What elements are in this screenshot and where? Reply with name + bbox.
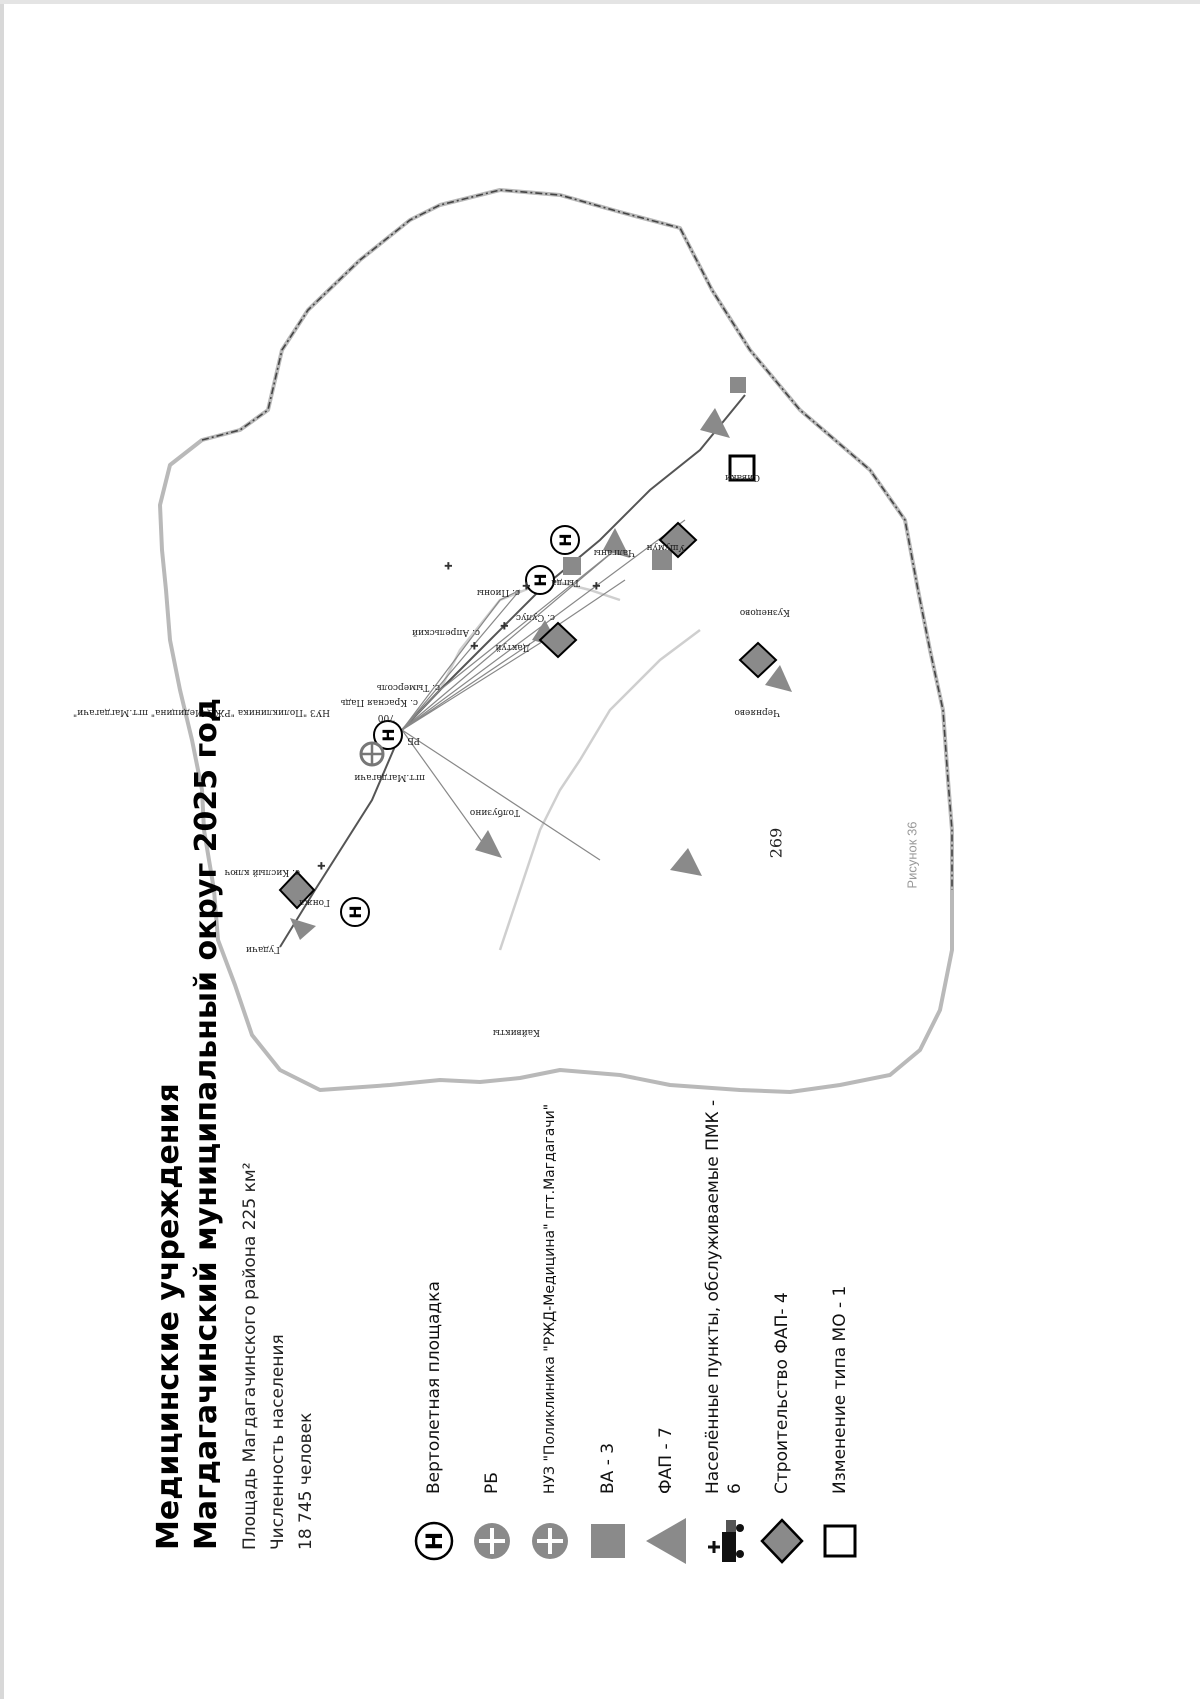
- page-number: 269: [766, 827, 786, 859]
- legend-item: [642, 1090, 690, 1570]
- legend-label: Вертолетная площадка: [424, 1281, 444, 1494]
- legend-item: [816, 1090, 864, 1570]
- place-label: с. Тымерсоль: [376, 682, 440, 692]
- inner-river-2: [500, 630, 700, 950]
- mobile-complex-icon: ✚: [317, 861, 328, 870]
- mobile-complex-icon: ✚: [500, 621, 511, 630]
- legend-item: [526, 1090, 574, 1570]
- place-label: НУЗ "Поликлиника "РЖД-Медицина" пгт.Магдагачи": [73, 707, 330, 717]
- place-label: Кайвикты: [492, 1027, 540, 1037]
- district-hospital-icon: [468, 1512, 516, 1570]
- feldsher-post-icon: [765, 665, 792, 692]
- mobile-complex-icon: ✚: [470, 641, 481, 650]
- population-value: 18 745 человек: [296, 1412, 316, 1550]
- railway-clinic-icon: [526, 1512, 574, 1570]
- feldsher-post-icon: [670, 848, 702, 876]
- legend-label: НУЗ "Поликлиника "РЖД-Медицина" пгт.Магдагачи": [542, 1103, 558, 1494]
- place-label: Сиваки: [725, 472, 760, 482]
- helipad-icon: [410, 1512, 458, 1570]
- legend-label: РБ: [482, 1472, 502, 1494]
- feldsher-post-icon: [475, 830, 502, 858]
- svg-text:H: H: [556, 533, 575, 547]
- mobile-complex-icon: [700, 1512, 748, 1570]
- feldsher-post-icon: [642, 1512, 690, 1570]
- district-hospital-icon: [361, 743, 383, 765]
- type-change-square-icon: [816, 1512, 864, 1570]
- scan-edge-top: [0, 0, 1200, 4]
- place-label: 700: [377, 712, 395, 722]
- construction-diamond-icon: [740, 643, 776, 677]
- svg-text:H: H: [423, 1531, 448, 1551]
- place-label: с. Красная Падь: [340, 697, 418, 707]
- map-slide: [73, 160, 1080, 1590]
- place-label: Ушумун: [646, 542, 685, 552]
- place-label: Черняево: [734, 707, 780, 717]
- legend: [410, 1090, 874, 1570]
- scan-edge-left: [0, 0, 4, 1699]
- legend-label: ФАП - 7: [656, 1427, 676, 1494]
- place-label: Гонжа: [298, 897, 330, 907]
- mobile-complex-icon: ✚: [592, 581, 603, 590]
- population-label: Численность населения: [268, 1334, 288, 1550]
- svg-text:H: H: [346, 905, 365, 919]
- place-label: с. Сулус: [516, 612, 555, 622]
- mobile-complex-icon: ✚: [522, 581, 533, 590]
- legend-label: ВА - 3: [598, 1442, 618, 1494]
- place-label: с. Пионы: [476, 587, 520, 597]
- place-label: Чалганы: [593, 547, 635, 557]
- outpatient-clinic-icon: [563, 557, 581, 575]
- legend-item: [758, 1090, 806, 1570]
- outpatient-clinic-icon: [584, 1512, 632, 1570]
- helipad-icon: [341, 898, 369, 926]
- place-label: пгт.Магдагачи: [354, 772, 425, 782]
- legend-item: [584, 1090, 632, 1570]
- place-label: РБ: [407, 735, 420, 745]
- outpatient-clinic-icon: [730, 377, 746, 393]
- legend-label: Изменение типа МО - 1: [830, 1285, 850, 1494]
- district-area: Площадь Магдагачинского района 225 км²: [240, 1162, 260, 1550]
- helipad-icon: [551, 526, 579, 554]
- figure-caption: Рисунок 36: [904, 821, 920, 889]
- feldsher-post-icon: [700, 408, 730, 438]
- place-label: Кузнецово: [739, 607, 790, 617]
- page-subtitle: Магдагачинский муниципальный округ 2025 год: [189, 697, 224, 1550]
- svg-text:H: H: [379, 728, 398, 742]
- place-label: Толбузино: [469, 807, 520, 817]
- legend-label: Строительство ФАП- 4: [772, 1292, 792, 1494]
- mobile-complex-icon: ✚: [444, 561, 455, 570]
- legend-item: [700, 1090, 748, 1570]
- place-label: с. Кислый ключ: [224, 867, 300, 877]
- outpatient-clinic-icon: [652, 550, 672, 570]
- page-title: Медицинские учреждения: [151, 1083, 186, 1550]
- title-block: [150, 650, 320, 1550]
- legend-item: [468, 1090, 516, 1570]
- place-label: Тыгда: [551, 577, 580, 587]
- place-label: Гудачи: [245, 944, 280, 954]
- place-label: с. Апрельский: [412, 627, 480, 637]
- construction-diamond-icon: [758, 1512, 806, 1570]
- place-label: Дактуй: [495, 642, 530, 652]
- district-info: [236, 650, 320, 1550]
- svg-text:H: H: [531, 573, 550, 587]
- legend-label: Населённые пункты, обслуживаемые ПМК - 6: [703, 1099, 745, 1494]
- legend-item: [410, 1090, 458, 1570]
